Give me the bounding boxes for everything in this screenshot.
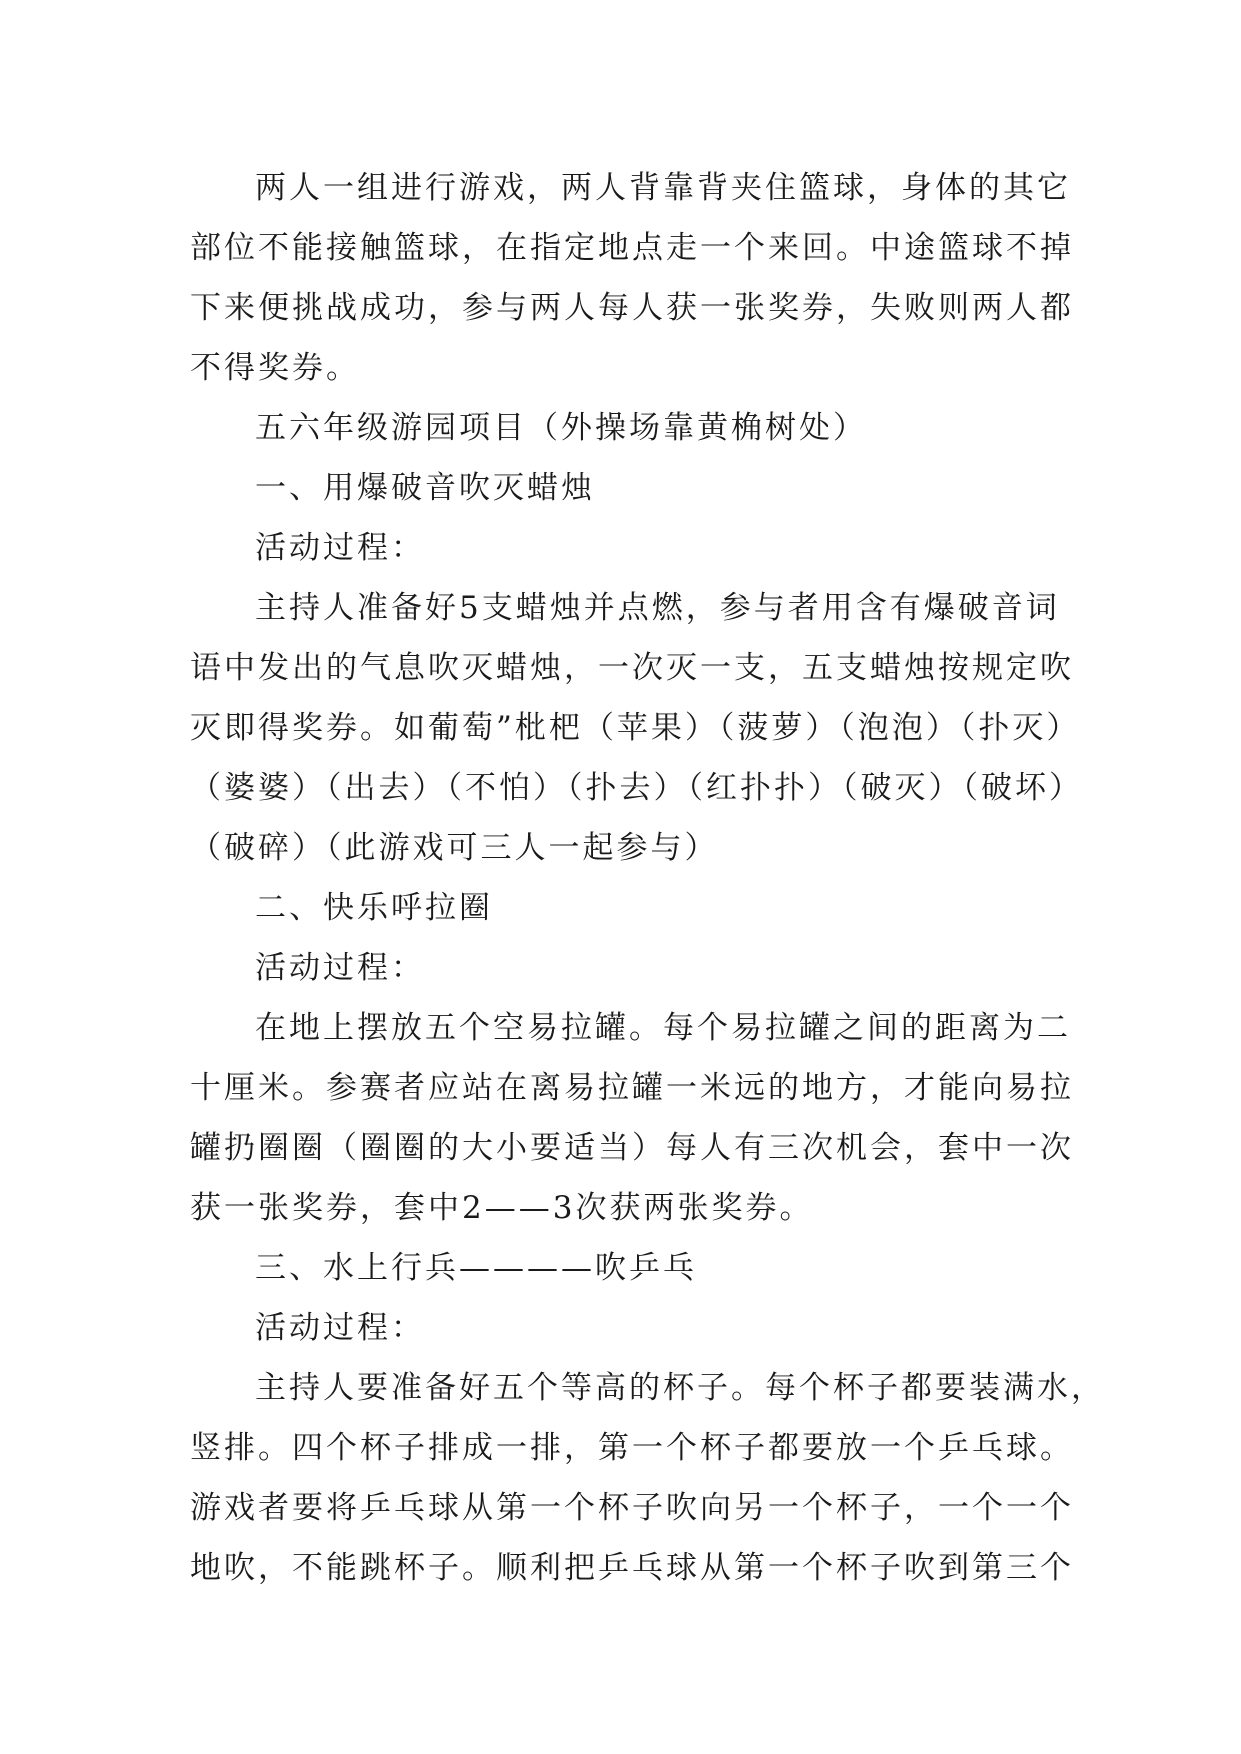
process-label: 活动过程： <box>255 1310 425 1346</box>
paragraph-line: 获一张奖券，套中2——3次获两张奖券。 <box>190 1190 814 1226</box>
paragraph-line: 语中发出的气息吹灭蜡烛，一次灭一支，五支蜡烛按规定吹 <box>190 650 1074 686</box>
paragraph-line: 罐扔圈圈（圈圈的大小要适当）每人有三次机会，套中一次 <box>190 1130 1074 1166</box>
paragraph-line: （婆婆）（出去）（不怕）（扑去）（红扑扑）（破灭）（破坏） <box>190 770 1083 806</box>
document-body <box>190 158 1105 1598</box>
paragraph-line: 灭即得奖券。如葡萄”枇杷（苹果）（菠萝）（泡泡）（扑灭） <box>190 710 1081 746</box>
paragraph-line: 部位不能接触篮球，在指定地点走一个来回。中途篮球不掉 <box>190 230 1074 266</box>
paragraph-line: 主持人准备好5支蜡烛并点燃，参与者用含有爆破音词 <box>255 590 1060 626</box>
paragraph-line: 两人一组进行游戏，两人背靠背夹住篮球，身体的其它 <box>255 170 1071 206</box>
paragraph-line: 竖排。四个杯子排成一排，第一个杯子都要放一个乒乓球。 <box>190 1430 1074 1466</box>
paragraph-line: 下来便挑战成功，参与两人每人获一张奖券，失败则两人都 <box>190 290 1074 326</box>
process-label: 活动过程： <box>255 530 425 566</box>
process-label: 活动过程： <box>255 950 425 986</box>
paragraph-line: 地吹，不能跳杯子。顺利把乒乓球从第一个杯子吹到第三个 <box>190 1550 1074 1586</box>
paragraph-line: 十厘米。参赛者应站在离易拉罐一米远的地方，才能向易拉 <box>190 1070 1074 1106</box>
item-heading: 三、水上行兵————吹乒乓 <box>255 1250 697 1286</box>
item-heading: 二、快乐呼拉圈 <box>255 890 493 926</box>
paragraph-line: （破碎）（此游戏可三人一起参与） <box>190 830 719 866</box>
item-heading: 一、用爆破音吹灭蜡烛 <box>255 470 595 506</box>
section-heading: 五六年级游园项目（外操场靠黄桷树处） <box>255 410 867 446</box>
paragraph-line: 游戏者要将乒乓球从第一个杯子吹向另一个杯子，一个一个 <box>190 1490 1074 1526</box>
paragraph-line: 在地上摆放五个空易拉罐。每个易拉罐之间的距离为二 <box>255 1010 1071 1046</box>
paragraph-line: 主持人要准备好五个等高的杯子。每个杯子都要装满水， <box>255 1370 1105 1406</box>
paragraph-line: 不得奖券。 <box>190 350 360 386</box>
